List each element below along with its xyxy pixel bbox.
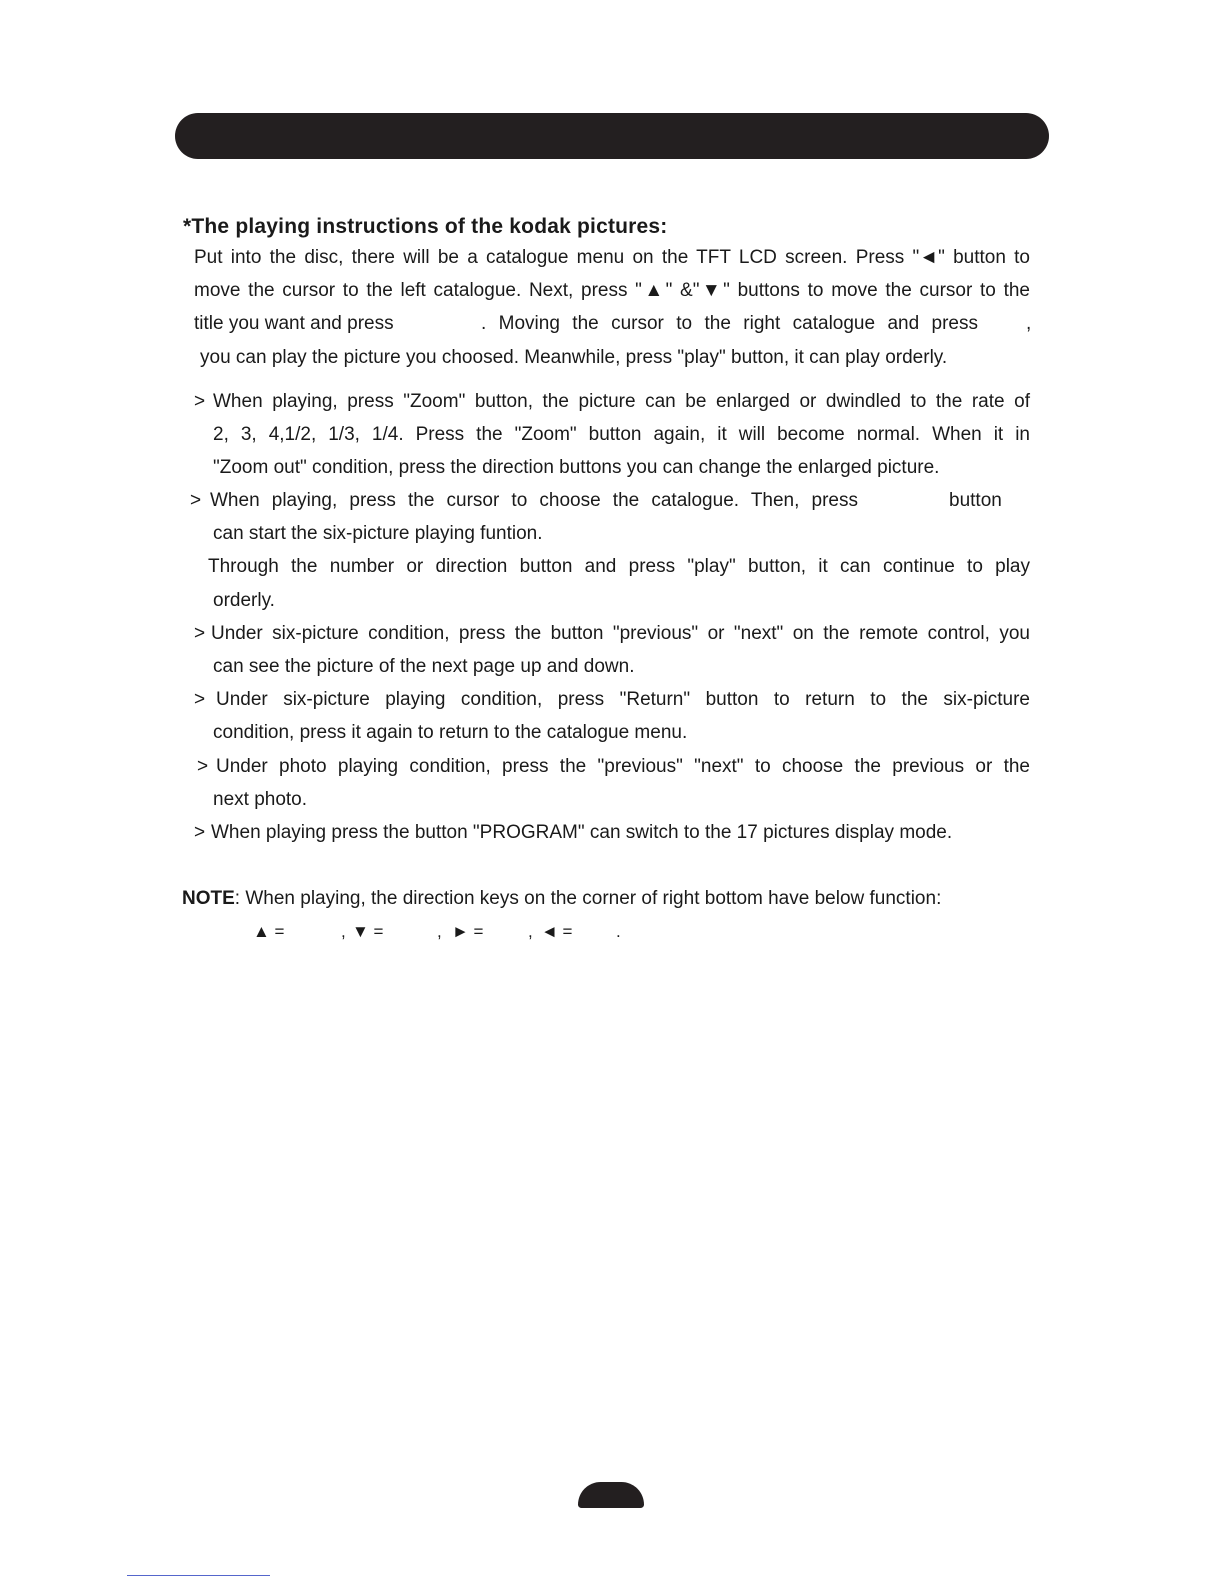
bullet-2-line-1-part-2: button	[949, 490, 1002, 511]
bullet-4-line-2: condition, press it again to return to the catalogue menu.	[213, 722, 688, 743]
intro-line-4: you can play the picture you choosed. Meanwhile, press "play" button, it can play orderly.	[200, 347, 948, 368]
note-key-right: ► =	[452, 922, 484, 941]
bullet-6-line-1: When playing press the button "PROGRAM" can switch to the 17 pictures display mode.	[211, 822, 953, 843]
intro-line-3-part-1: title you want and press	[194, 313, 394, 334]
note-line	[182, 887, 941, 911]
bullet-1-line-3: "Zoom out" condition, press the direction buttons you can change the enlarged picture.	[213, 457, 940, 478]
bullet-5-line-1: Under photo playing condition, press the "previous" "next" to choose the previous or the	[216, 756, 1030, 777]
note-key-left: ◄ =	[541, 922, 573, 941]
bullet-4-mark: >	[194, 689, 206, 710]
note-key-down: ▼ =	[352, 922, 384, 941]
bullet-5-mark: >	[197, 756, 209, 777]
bullet-3-mark: >	[194, 623, 206, 644]
bullet-5-line-2: next photo.	[213, 789, 308, 810]
note-key-sep-3: ,	[528, 922, 533, 941]
note-key-up: ▲ =	[253, 922, 285, 941]
bullet-2-line-4: orderly.	[213, 590, 275, 611]
page-number-tab	[578, 1482, 644, 1508]
bullet-2-line-1-part-1: When playing, press the cursor to choose the catalogue. Then, press	[210, 490, 858, 511]
note-text: : When playing, the direction keys on the corner of right bottom have below function:	[234, 888, 942, 909]
section-heading: *The playing instructions of the kodak pictures:	[183, 215, 668, 238]
bullet-3-line-1: Under six-picture condition, press the button "previous" or "next" on the remote control, you	[211, 623, 1030, 644]
intro-line-1: Put into the disc, there will be a catalogue menu on the TFT LCD screen. Press "◄" button to	[194, 247, 1030, 268]
bullet-1-mark: >	[194, 391, 206, 412]
bullet-2-line-3: Through the number or direction button and press "play" button, it can continue to play	[208, 556, 1030, 577]
bullet-6-mark: >	[194, 822, 206, 843]
note-label: NOTE	[182, 888, 235, 909]
note-key-end: .	[616, 922, 621, 941]
bullet-1-line-2: 2, 3, 4,1/2, 1/3, 1/4. Press the "Zoom" button again, it will become normal. When it in	[213, 424, 1030, 445]
bullet-3-line-2: can see the picture of the next page up and down.	[213, 656, 635, 677]
bullet-2-line-2: can start the six-picture playing funtion.	[213, 523, 543, 544]
note-key-sep-1: ,	[341, 922, 346, 941]
bullet-1-line-1: When playing, press "Zoom" button, the picture can be enlarged or dwindled to the rate of	[213, 391, 1030, 412]
footer-underline	[127, 1575, 270, 1576]
intro-line-3-part-3: ,	[1026, 313, 1032, 334]
section-header-bar	[175, 113, 1049, 159]
bullet-2-mark: >	[190, 490, 202, 511]
note-key-sep-2: ,	[437, 922, 442, 941]
intro-line-2: move the cursor to the left catalogue. Next, press "▲" &"▼" buttons to move the cursor to the	[194, 280, 1030, 301]
bullet-4-line-1: Under six-picture playing condition, press "Return" button to return to the six-picture	[216, 689, 1030, 710]
intro-line-3-part-2: . Moving the cursor to the right catalogue and press	[481, 313, 978, 334]
